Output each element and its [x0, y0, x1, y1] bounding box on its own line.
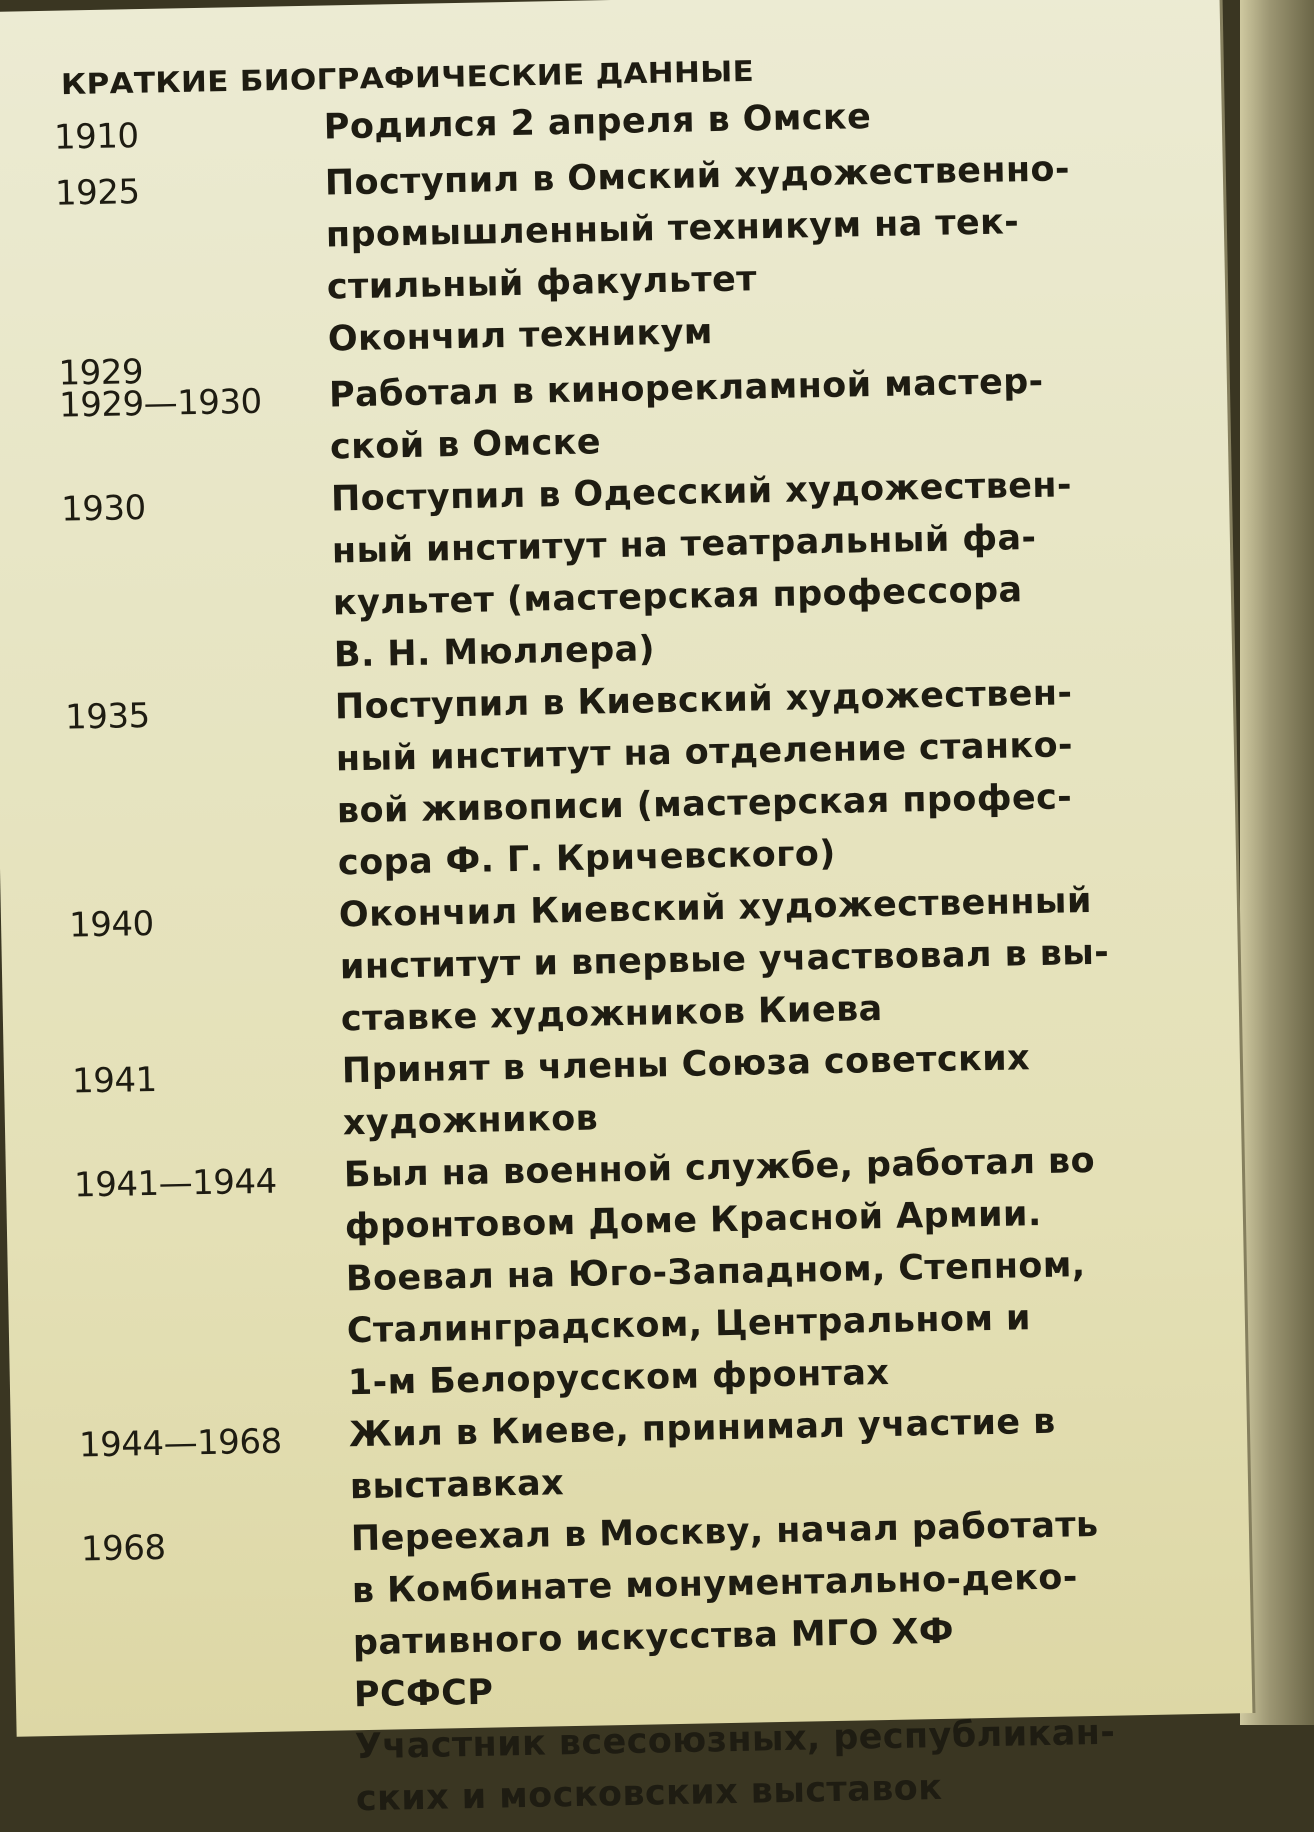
entry-year: 1930	[60, 488, 147, 530]
timeline-entry	[65, 665, 1179, 894]
description-line: вой живописи (мастерская профес-	[336, 777, 1073, 832]
description-line: Работал в кинорекламной мастер-	[328, 361, 1044, 416]
description-line: Воевал на Юго-Западном, Степном,	[345, 1245, 1086, 1300]
description-line: в Комбинате монументально-деко-	[351, 1557, 1079, 1612]
description-line: Поступил в Омский художественно-	[324, 149, 1071, 204]
description-line: Окончил Киевский художественный	[338, 880, 1093, 936]
description-line: институт и впервые участвовал в вы-	[339, 932, 1110, 988]
entry-year: 1929—1930	[58, 381, 263, 426]
entry-description	[328, 354, 1135, 473]
description-line: Участник всесоюзных, республикан-	[354, 1712, 1116, 1768]
entry-description	[334, 666, 1143, 889]
entry-description	[348, 1394, 1155, 1513]
timeline-entry	[74, 1133, 1189, 1414]
entry-year: 1929	[58, 352, 144, 394]
description-line: ративного искусства МГО ХФ	[352, 1611, 955, 1664]
description-line: выставках	[349, 1463, 565, 1508]
section-title: КРАТКИЕ БИОГРАФИЧЕСКИЕ ДАННЫЕ	[60, 55, 755, 102]
entry-year: 1968	[80, 1527, 166, 1570]
description-line: ный институт на отделение станко-	[335, 725, 1074, 780]
biography-section	[53, 45, 1197, 1830]
entry-description	[350, 1498, 1161, 1825]
description-line: культет (мастерская профессора	[332, 570, 1023, 624]
description-line: Был на военной службе, работал во	[343, 1140, 1096, 1196]
timeline-entry	[54, 141, 1167, 318]
description-line: Жил в Киеве, принимал участие в	[348, 1401, 1056, 1456]
description-line: Окончил техникум	[327, 312, 714, 360]
biography-timeline	[53, 85, 1196, 1830]
description-line: художников	[342, 1098, 599, 1144]
description-line: Поступил в Киевский художествен-	[334, 673, 1073, 728]
description-line: Сталинградском, Центральном и	[346, 1298, 1032, 1352]
timeline-entry	[61, 457, 1175, 686]
entry-year: 1940	[68, 903, 155, 946]
timeline-entry	[80, 1497, 1196, 1830]
entry-year: 1941	[71, 1059, 158, 1102]
entry-year: 1910	[53, 116, 139, 158]
entry-year: 1925	[54, 172, 140, 214]
description-line: 1-м Белорусском фронтах	[347, 1352, 890, 1404]
description-line: Поступил в Одесский художествен-	[330, 465, 1073, 520]
entry-description	[341, 1030, 1148, 1149]
description-line: промышленный техникум на тек-	[325, 202, 1020, 256]
description-line: ный институт на театральный фа-	[331, 517, 1037, 572]
entry-year: 1944—1968	[78, 1421, 283, 1466]
description-line: стильный факультет	[326, 259, 758, 308]
description-line: Принят в члены Союза советских	[341, 1038, 1031, 1092]
timeline-entry	[69, 873, 1182, 1050]
description-line: ских и московских выставок	[355, 1767, 943, 1820]
entry-description	[338, 874, 1146, 1045]
book-spine-edge	[1240, 0, 1314, 1725]
entry-description	[324, 142, 1132, 313]
entry-description	[330, 458, 1139, 681]
entry-description	[343, 1134, 1153, 1409]
description-line: ставке художников Киева	[340, 988, 883, 1040]
description-line: РСФСР	[353, 1672, 494, 1716]
description-line: сора Ф. Г. Кричевского)	[337, 833, 837, 884]
entry-year: 1935	[64, 695, 151, 738]
description-line: Переехал в Москву, начал работать	[350, 1504, 1099, 1560]
description-line: ской в Омске	[329, 422, 602, 468]
description-line: Родился 2 апреля в Омске	[323, 97, 872, 148]
description-line: В. Н. Мюллера)	[333, 629, 656, 676]
description-line: фронтовом Доме Красной Армии.	[344, 1193, 1042, 1248]
entry-year: 1941—1944	[73, 1161, 278, 1206]
